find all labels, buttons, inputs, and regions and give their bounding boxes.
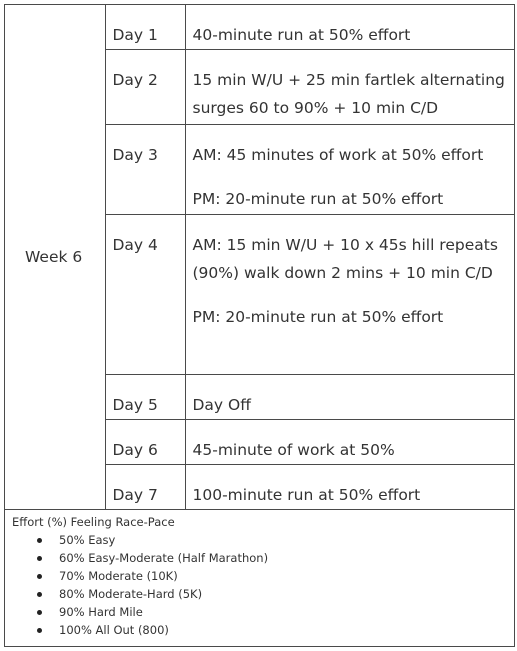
day-description [185,375,515,420]
day-label: Day 1 [105,5,185,50]
bullet-icon [37,610,42,615]
day-description [185,5,515,50]
legend-item-label: 70% Moderate (10K) [59,569,178,583]
table-row [4,5,515,50]
legend-title: Effort (%) Feeling Race-Pace [12,515,175,529]
workout-text-pm: PM: 20-minute run at 50% effort [192,308,444,326]
legend-item-label: 80% Moderate-Hard (5K) [59,587,203,601]
list-item [12,567,508,585]
workout-text: 40-minute run at 50% effort [192,26,411,44]
day-label: Day 3 [105,125,185,215]
effort-legend [12,513,508,639]
list-item [12,549,508,567]
workout-text-pm: PM: 20-minute run at 50% effort [192,190,444,208]
workout-text-am: AM: 15 min W/U + 10 x 45s hill repeats (90%) walk down 2 mins + 10 min C/D [192,236,498,282]
day-description [185,50,515,125]
legend-item-label: 60% Easy-Moderate (Half Marathon) [59,551,269,565]
list-item [12,621,508,639]
bullet-icon [37,556,42,561]
workout-text: 15 min W/U + 25 min fartlek alternating surges 60 to 90% + 10 min C/D [192,71,505,117]
workout-text: 45-minute of work at 50% [192,441,395,459]
day-description [185,465,515,510]
week-label: Week 6 [4,5,105,510]
day-label: Day 2 [105,50,185,125]
legend-item-label: 90% Hard Mile [59,605,143,619]
bullet-icon [37,628,42,633]
legend-item-label: 100% All Out (800) [59,623,169,637]
workout-text-am: AM: 45 minutes of work at 50% effort [192,146,484,164]
workout-text: 100-minute run at 50% effort [192,486,421,504]
legend-item-label: 50% Easy [59,533,116,547]
legend-list [12,531,508,639]
day-label: Day 7 [105,465,185,510]
workout-text: Day Off [192,396,251,414]
bullet-icon [37,574,42,579]
bullet-icon [37,538,42,543]
day-description [185,125,515,215]
list-item [12,603,508,621]
day-label: Day 6 [105,420,185,465]
list-item [12,531,508,549]
day-label: Day 5 [105,375,185,420]
day-label: Day 4 [105,215,185,375]
training-schedule-table [4,4,515,510]
bullet-icon [37,592,42,597]
list-item [12,585,508,603]
day-description [185,215,515,375]
day-description [185,420,515,465]
